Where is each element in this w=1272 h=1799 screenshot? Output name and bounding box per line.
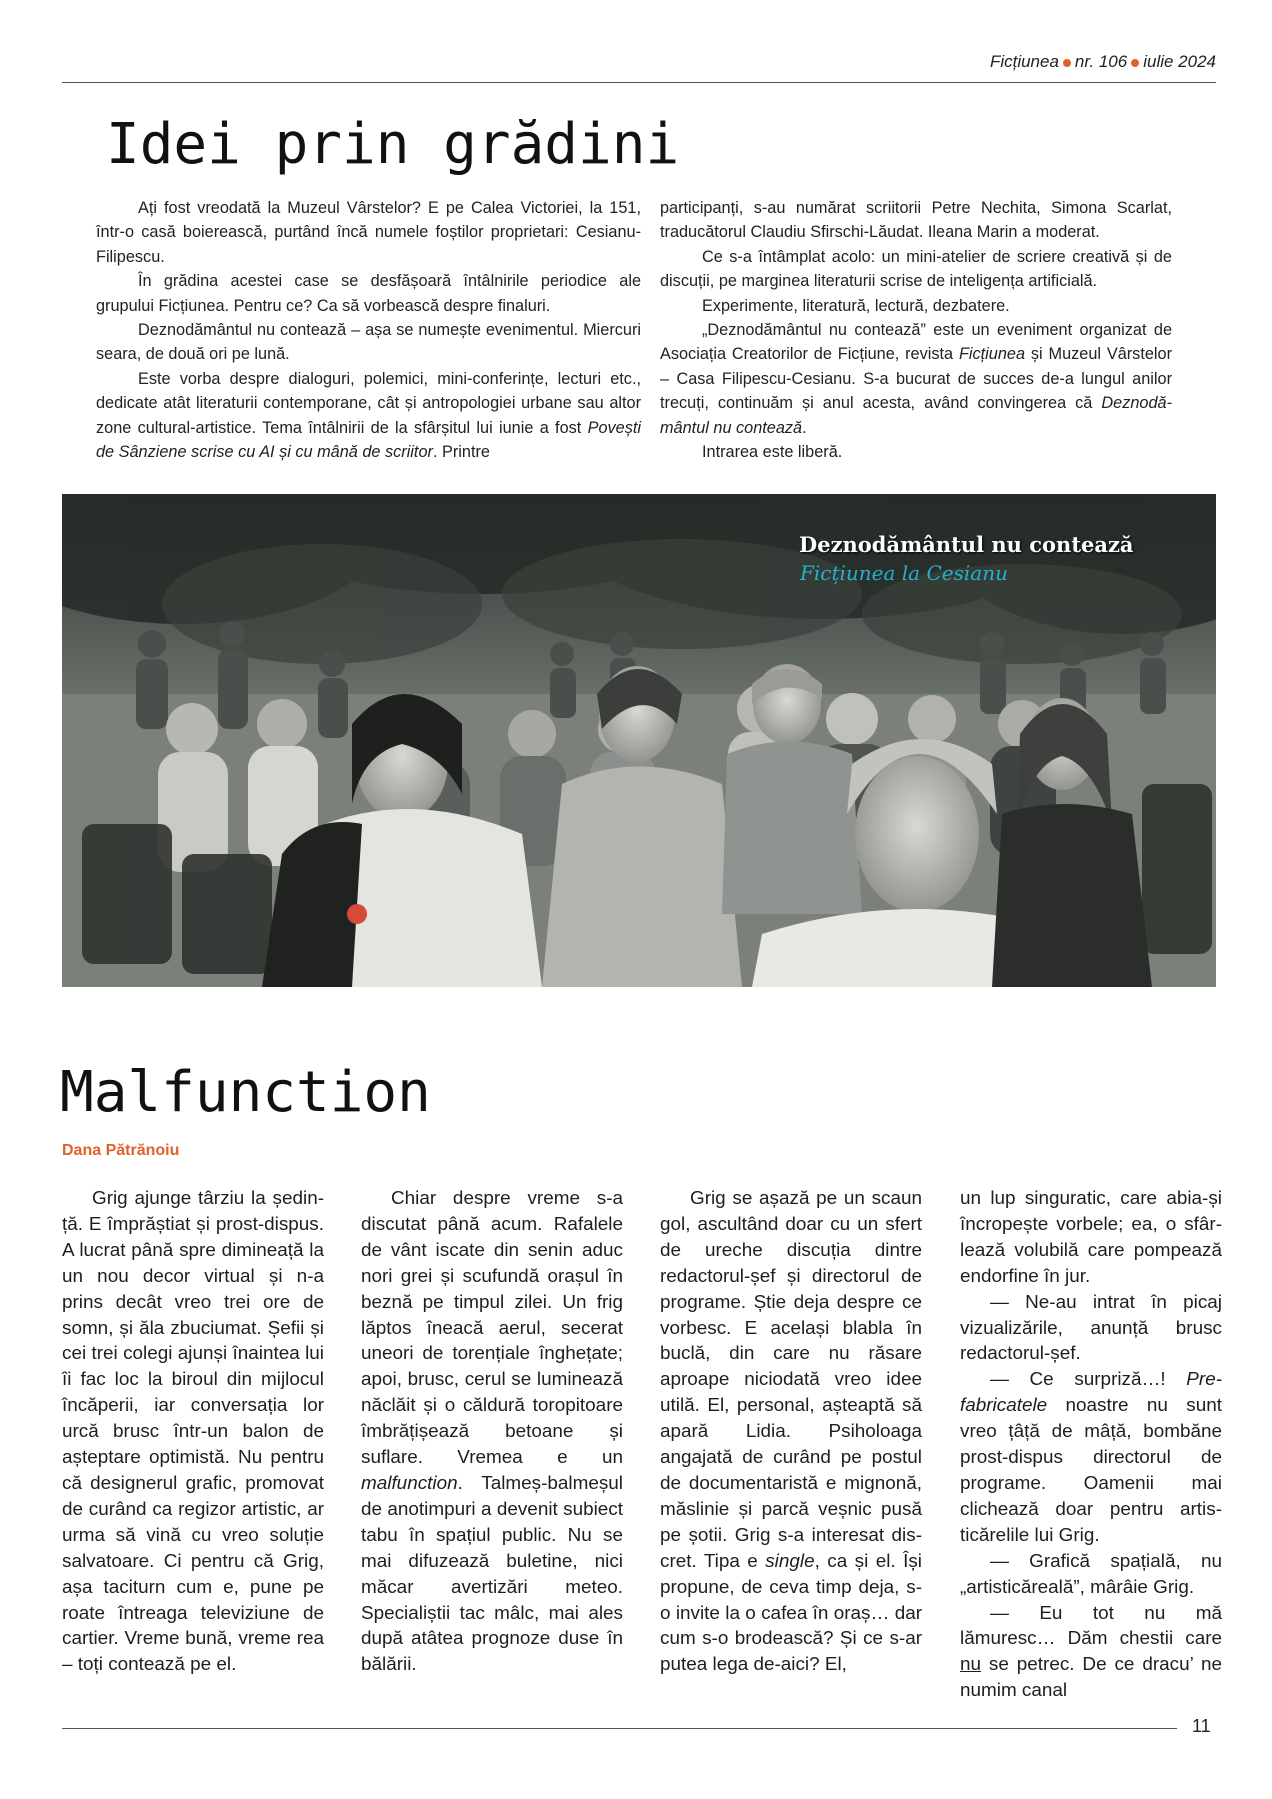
photo-caption-title: Deznodământul nu contează: [799, 532, 1134, 557]
italic-term: single: [765, 1550, 815, 1572]
intro-column-right: [660, 196, 1172, 464]
audience-photo-illustration: [62, 494, 1216, 987]
photo-caption-subtitle: Ficțiunea la Cesianu: [800, 561, 1008, 585]
paragraph: [660, 1186, 922, 1678]
issue-date: iulie 2024: [1143, 52, 1216, 71]
paragraph: participanți, s-au numărat scriitorii Petre Nechita, Simona Scarlat, traducătorul Claudiu Sfirschi-Lăudat. Ileana Marin a moderat.: [660, 199, 1172, 242]
separator-dot-icon: [1063, 59, 1071, 67]
text-span: . Talmeș-balmeșul de anotimpuri a devenit subiect tabu în spațiul public. Nu se mai difuzează buletine, nici măcar avertizări meteo. Specialiștii tac mâlc, mai ales după atâtea prognoze duse în bălării.: [361, 1472, 623, 1676]
magazine-name: Ficțiunea: [989, 52, 1059, 71]
magazine-name-inline: Ficțiunea: [958, 345, 1026, 364]
paragraph: Ce s-a întâmplat acolo: un mini-atelier de scriere creativă și de discuții, pe marginea literaturii scrise de inteligența artificială.: [660, 247, 1172, 291]
event-photo: [62, 494, 1216, 987]
issue-number: nr. 106: [1074, 52, 1128, 71]
article-author: Dana Pătrănoiu: [62, 1142, 180, 1159]
page-header: [990, 52, 1216, 76]
paragraph: În grădina acestei case se desfășoară întâlnirile periodice ale grupului Ficțiunea. Pentru ce? Ca să vorbească despre finaluri.: [96, 272, 641, 315]
text-span: Grig se așază pe un scaun gol, ascultând doar cu un sfert de ureche discuția dintre redactorul-șef și directorul de programe. Știe deja despre ce vorbesc. E același blabla în buclă, din care nu răsare aproape niciodată vreo idee utilă. El, personal, așteaptă să apară Lidia. Psiholoaga angajată de curând pe postul de documentaristă e mignonă, măslinie și parcă veșnic pusă pe șotii. Grig s-a interesat discret. Tipa e: [660, 1188, 922, 1572]
underlined-word: nu: [960, 1654, 982, 1676]
page-number: 11: [1192, 1716, 1211, 1736]
text-span: noastre nu sunt vreo țâță de mâță, bombăne prost-dispus directorul de programe. Oamenii mai clichează doar pentru artisticărelile lui Grig.: [960, 1395, 1222, 1546]
paragraph: Grig ajunge târziu la ședință. E împrăștiat și prost-dispus. A lucrat până spre dimineață la un nou decor virtual și n-a prins decât vreo trei ore de somn, și ăla zbuciumat. Șefii și cei trei colegi ajunși înaintea lui îi fac loc la biroul din mijlocul încăperii, iar conversația lor urcă brusc într-un balon de așteptare optimistă. Nu pentru că designerul grafic, promovat de curând ca regizor artistic, ar urma să vină cu vreo soluție salvatoare. Ci pentru că Grig, așa taciturn cum e, pune pe roate întreaga televiziune de cartier. Vreme bună, vreme rea – toți contează pe el.: [62, 1188, 324, 1676]
text-span: , ca și el. Își propune, de ceva timp deja, s-o invite la o cafea în oraș… dar cum s-o brodească? Și ce s-ar putea lega de-aici? El,: [660, 1550, 922, 1676]
paragraph: [660, 318, 1172, 440]
story-column-4: [960, 1186, 1222, 1704]
text-span: — Ce surpriză…!: [990, 1369, 1187, 1391]
header-rule: [62, 82, 1216, 83]
event-name-inline: Deznodământul nu contează: [660, 394, 1172, 437]
text-span: și Muzeul Vârstelor – Casa Filipescu-Cesianu. S-a bucurat de succes de-a lungul anilor trecuți, continuăm și anul acesta, având convingerea că: [660, 345, 1172, 413]
paragraph: — Grafică spațială, nu „artisticăreală”, mârâie Grig.: [960, 1550, 1222, 1598]
story-column-2: [361, 1186, 623, 1678]
story-column-1: [62, 1186, 324, 1678]
paragraph: [361, 1186, 623, 1678]
paragraph: Intrarea este liberă.: [702, 443, 843, 462]
paragraph: Experimente, literatură, lectură, dezbatere.: [702, 296, 1010, 315]
text-span: se petrec. De ce dracu’ ne numim canal: [960, 1654, 1222, 1702]
article-title-idei: Idei prin grădini: [106, 112, 680, 177]
text-span: Este vorba despre dialoguri, polemici, mini-conferințe, lecturi etc., dedicate atât literaturii contemporane, cât și antropologiei urbane sau altor zone cultural-artistice. Tema întâlnirii de la sfârșitul lui iunie a fost: [96, 369, 641, 437]
italic-term: malfunction: [361, 1472, 458, 1494]
event-theme: Povești de Sânziene scrise cu AI și cu mână de scriitor: [96, 418, 641, 462]
italic-term: Prefabricatele: [960, 1369, 1222, 1417]
intro-column-left: [96, 196, 641, 464]
paragraph: un lup singuratic, care abia-și încropește vorbele; ea, o sfârlează volubilă care pompează endorfine în jur.: [960, 1188, 1222, 1287]
text-span: Chiar despre vreme s-a discutat până acum. Rafalele de vânt iscate din senin aduc nori grei și scufundă orașul în beznă pe timpul zilei. Un frig lăptos îneacă aerul, secerat uneori de torențiale înghețate; apoi, brusc, cerul se luminează năclăit și o căldură toropitoare îmbrățișează betoane și suflare. Vremea e un: [361, 1188, 623, 1469]
paragraph: Ați fost vreodată la Muzeul Vârstelor? E pe Calea Victoriei, la 151, într-o casă boierească, purtând încă numele foștilor proprietari: Cesianu-Filipescu.: [96, 199, 641, 266]
article-title-malfunction: Malfunction: [60, 1060, 431, 1125]
story-column-3: [660, 1186, 922, 1678]
paragraph: [960, 1367, 1222, 1548]
footer-rule: [62, 1728, 1177, 1729]
paragraph: — Ne-au intrat în picaj vizualizările, anunță brusc redactorul-șef.: [960, 1291, 1222, 1365]
text-span: .: [802, 418, 807, 437]
text-span: „Deznodământul nu contează” este un eveniment organizat de Asociația Creatorilor de Ficțiune, revista: [660, 321, 1172, 364]
separator-dot-icon: [1131, 59, 1139, 67]
text-span: — Eu tot nu mă lămuresc… Dăm chestii care: [960, 1602, 1222, 1650]
paragraph: [960, 1601, 1222, 1705]
paragraph: [96, 367, 641, 465]
text-span: . Printre: [432, 443, 490, 462]
paragraph: Deznodământul nu contează – așa se numește evenimentul. Miercuri seara, de două ori pe lună.: [96, 321, 641, 364]
